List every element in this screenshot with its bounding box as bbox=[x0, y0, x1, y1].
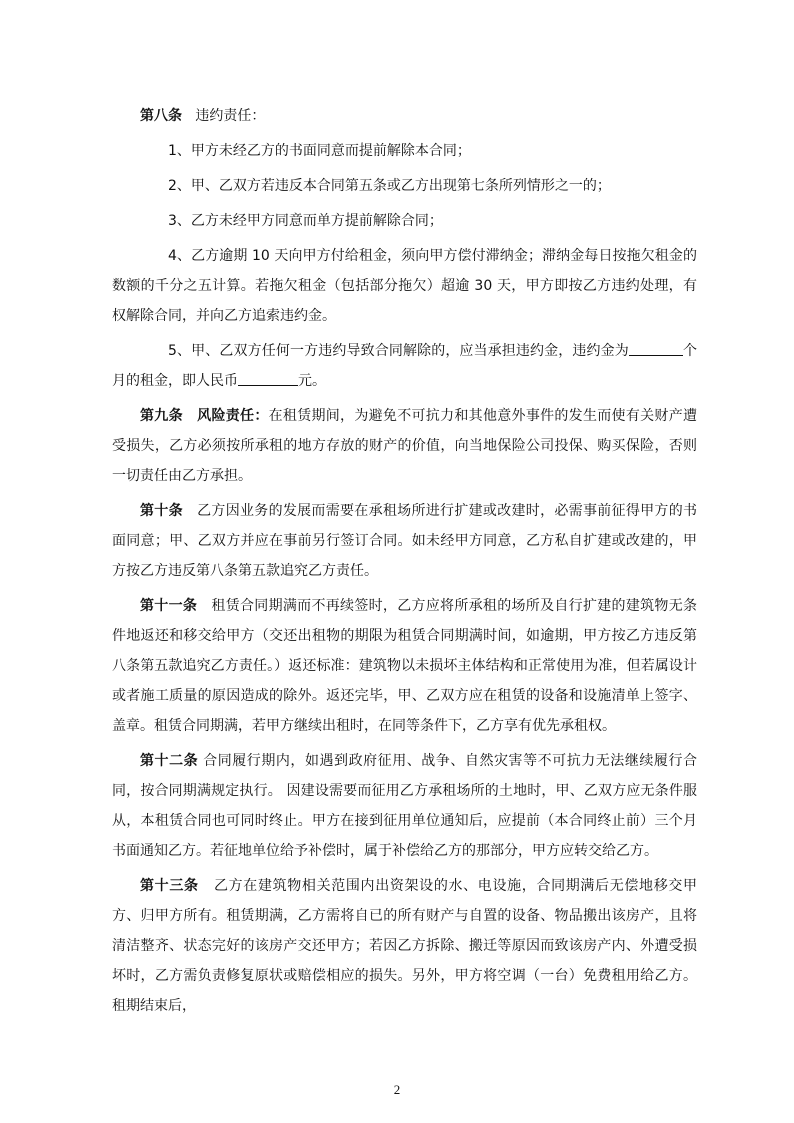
article-8-item-5-text-b: 个月的租金，即人民币 bbox=[112, 343, 698, 389]
article-8-item-1: 1、甲方未经乙方的书面同意而提前解除本合同； bbox=[168, 143, 471, 159]
article-10 bbox=[112, 496, 697, 586]
amount-blank bbox=[238, 371, 298, 386]
page-number: 2 bbox=[393, 1082, 401, 1097]
article-8-item-2: 2、甲、乙双方若违反本合同第五条或乙方出现第七条所列情形之一的； bbox=[168, 178, 611, 194]
article-12-text: 合同履行期内，如遇到政府征用、战争、自然灾害等不可抗力无法继续履行合同，按合同期满规定执行。 因建设需要而征用乙方承租场所的土地时，甲、乙双方应无条件服从，本租赁合同也可同时终止。甲方在接到征用单位通知后，应提前（本合同终止前）三个月书面通知乙方。若征地单位给予补偿时，属于补偿给乙方的那部分，甲方应转交给乙方。 bbox=[112, 753, 698, 859]
article-8-item-5-text-a: 5、甲、乙双方任何一方违约导致合同解除的，应当承担违约金，违约金为 bbox=[168, 343, 629, 359]
article-8-item-5-text-c: 元。 bbox=[298, 373, 326, 389]
article-8-item-3: 3、乙方未经甲方同意而单方提前解除合同； bbox=[168, 213, 443, 229]
article-12 bbox=[112, 746, 697, 866]
article-8-item-4: 4、乙方逾期 10 天向甲方付给租金，须向甲方偿付滞纳金；滞纳金每日按拖欠租金的数额的千分之五计算。若拖欠租金（包括部分拖欠）超逾 30 天，甲方即按乙方违约处理，有权解除合同，并向乙方追索违约金。 bbox=[112, 248, 697, 324]
article-13-heading: 第十三条 bbox=[140, 878, 199, 894]
article-11-text: 租赁合同期满而不再续签时，乙方应将所承租的场所及自行扩建的建筑物无条件地返还和移交给甲方（交还出租物的期限为租赁合同期满时间，如逾期，甲方按乙方违反第八条第五款追究乙方责任。）返还标准：建筑物以未损坏主体结构和正常使用为准，但若属设计或者施工质量的原因造成的除外。返还完毕，甲、乙双方应在租赁的设备和设施清单上签字、盖章。租赁合同期满，若甲方继续出租时，在同等条件下，乙方享有优先承租权。 bbox=[112, 598, 698, 734]
months-blank bbox=[629, 341, 683, 356]
article-11-heading: 第十一条 bbox=[140, 598, 198, 614]
article-8-title bbox=[112, 101, 697, 131]
article-8-title-text: 违约责任： bbox=[195, 108, 266, 124]
article-13 bbox=[112, 871, 697, 1021]
article-12-heading: 第十二条 bbox=[140, 753, 199, 769]
contract-body bbox=[112, 101, 697, 1021]
article-10-text: 乙方因业务的发展而需要在承租场所进行扩建或改建时，必需事前征得甲方的书面同意；甲、乙双方并应在事前另行签订合同。如未经甲方同意，乙方私自扩建或改建的，甲方按乙方违反第八条第五款追究乙方责任。 bbox=[112, 503, 698, 579]
article-8-heading: 第八条 bbox=[140, 108, 182, 124]
article-11 bbox=[112, 591, 697, 741]
article-9-text: 在租赁期间，为避免不可抗力和其他意外事件的发生而使有关财产遭受损失，乙方必须按所承租的地方存放的财产的价值，向当地保险公司投保、购买保险，否则一切责任由乙方承担。 bbox=[112, 408, 698, 484]
article-10-heading: 第十条 bbox=[140, 503, 183, 519]
article-9-heading: 第九条 风险责任： bbox=[140, 408, 269, 424]
article-13-text: 乙方在建筑物相关范围内出资架设的水、电设施，合同期满后无偿地移交甲方、归甲方所有。租赁期满，乙方需将自已的所有财产与自置的设备、物品搬出该房产，且将清洁整齐、状态完好的该房产交还甲方；若因乙方拆除、搬迁等原因而致该房产内、外遭受损坏时，乙方需负责修复原状或赔偿相应的损失。另外，甲方将空调（一台）免费租用给乙方。租期结束后， bbox=[112, 878, 698, 1014]
article-8-item-5 bbox=[112, 336, 697, 396]
article-9 bbox=[112, 401, 697, 491]
